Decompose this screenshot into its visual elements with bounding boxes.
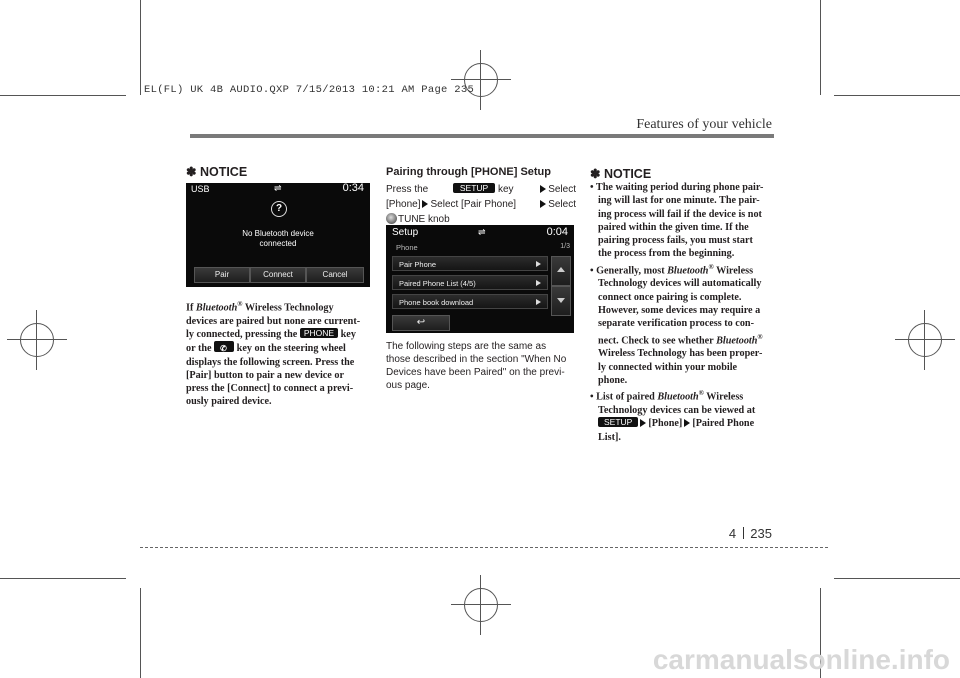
screen-source: USB	[191, 184, 210, 194]
footer-dashed-rule	[140, 547, 828, 548]
usb-icon: ⇌	[478, 227, 486, 237]
cancel-button[interactable]: Cancel	[306, 267, 364, 283]
registration-mark-left	[20, 323, 54, 357]
page-number: 4 235	[728, 526, 772, 541]
arrow-icon	[684, 419, 690, 427]
question-icon: ?	[271, 201, 287, 217]
screen-time: 0:04	[546, 226, 568, 238]
phone-key-icon: PHONE	[300, 328, 338, 338]
arrow-icon	[422, 200, 428, 208]
print-header: EL(FL) UK 4B AUDIO.QXP 7/15/2013 10:21 AM Page 235	[144, 84, 475, 96]
screen-subtitle: Phone	[396, 243, 418, 252]
scroll-up-button[interactable]	[551, 256, 571, 286]
setup-phone-screen	[386, 225, 574, 333]
phone-book-download-item[interactable]: Phone book download	[392, 294, 548, 309]
pairing-steps: Press the SETUP key Select [Phone] Select [Pair Phone] Select TUNE knob	[386, 183, 576, 225]
screen-title: Setup	[392, 227, 419, 238]
scroll-down-button[interactable]	[551, 286, 571, 316]
tune-knob-icon	[386, 213, 397, 224]
pair-button[interactable]: Pair	[194, 267, 250, 283]
screen-time: 0:34	[342, 183, 364, 194]
col3-notice-body: • The waiting period during phone pair- ing will last for one minute. The pair- ing process will fail if the device is not paired within the given time. If the pairing process fails, you must start the process from the beginning. • Generally, most Bluetooth® Wireless Technology devices will automatically connect once pairing is complete. However, some devices may require a separate verification process to con- nect. Check to see whether Bluetooth® Wireless Technology has been proper- ly connected within your mobile phone. • List of paired Bluetooth® Wireless Technology devices can be viewed at SETUP [Phone] [Paired Phone List].	[590, 182, 764, 443]
back-button[interactable]	[392, 315, 450, 331]
pairing-heading: Pairing through [PHONE] Setup	[386, 166, 551, 178]
notice-title-1: ✽ NOTICE	[186, 165, 248, 179]
screen-page: 1/3	[560, 243, 570, 250]
paired-phone-list-item[interactable]: Paired Phone List (4/5)	[392, 275, 548, 290]
notice-title-2: ✽ NOTICE	[590, 167, 652, 181]
arrow-icon	[540, 185, 546, 193]
col1-paragraph: If Bluetooth® Wireless Technology devices are paired but none are current- ly connected, pressing the PHONE key or the ✆ key on the steering wheel displays the following screen. Press the [Pair] button to pair a new device or press the [Connect] to connect a previ- ously paired device.	[186, 300, 361, 408]
usb-icon: ⇌	[274, 183, 282, 193]
setup-key-icon: SETUP	[453, 183, 495, 193]
registration-mark-bottom	[464, 588, 498, 622]
connect-button[interactable]: Connect	[250, 267, 306, 283]
section-title: Features of your vehicle	[636, 117, 772, 132]
arrow-icon	[640, 419, 646, 427]
no-device-screen	[186, 183, 370, 287]
pair-phone-item[interactable]: Pair Phone	[392, 256, 548, 271]
steering-phone-key-icon: ✆	[214, 341, 234, 352]
registration-mark-right	[908, 323, 942, 357]
back-icon: ↩	[416, 317, 426, 328]
screen-message: No Bluetooth device connected	[242, 229, 314, 248]
setup-key-icon: SETUP	[598, 417, 638, 427]
section-rule	[190, 134, 774, 138]
arrow-icon	[540, 200, 546, 208]
col2-paragraph: The following steps are the same as those described in the section "When No Devices have been Paired" on the previ- ous page.	[386, 341, 567, 391]
watermark: carmanualsonline.info	[652, 644, 950, 675]
